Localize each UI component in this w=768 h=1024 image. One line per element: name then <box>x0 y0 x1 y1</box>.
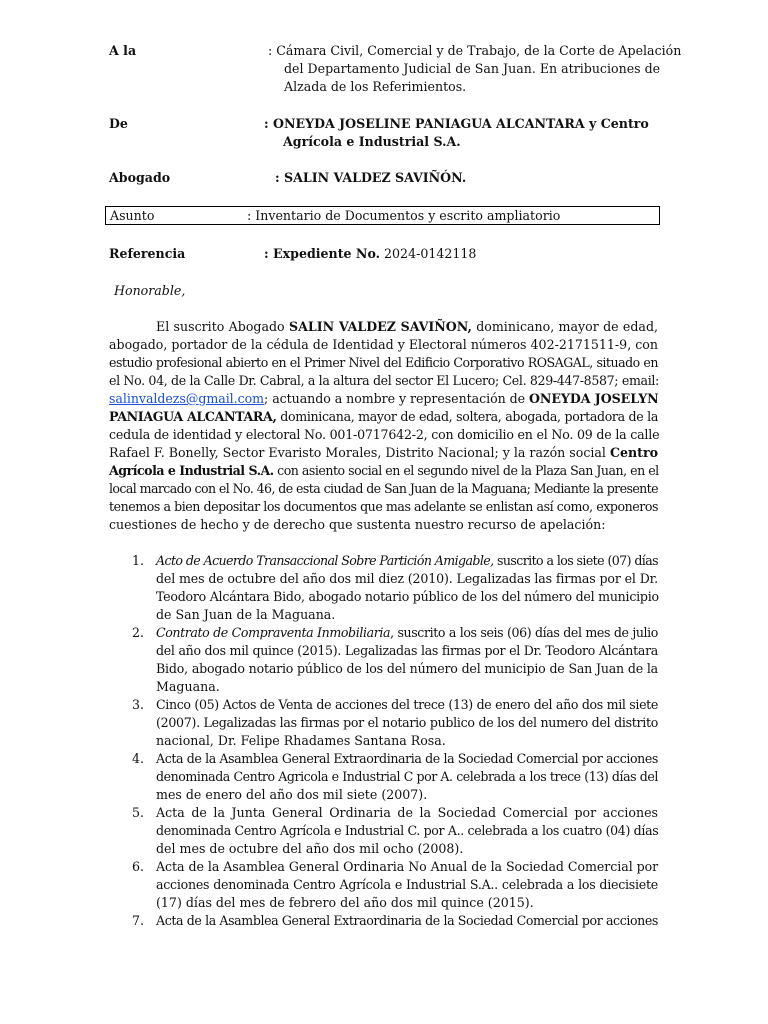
list-line: mes de enero del año dos mil siete (2007). <box>156 787 428 802</box>
list-line: Bido, abogado notario público de los del número del municipio de San Juan de la <box>156 661 658 676</box>
body-line: cuestiones de hecho y de derecho que sustenta nuestro recurso de apelación: <box>109 517 606 532</box>
list-number: 4. <box>132 751 145 766</box>
list-item <box>109 804 658 858</box>
de-value <box>264 115 649 151</box>
body-line: abogado, portador de la cédula de Identidad y Electoral números 402-2171511-9, con <box>109 337 658 352</box>
list-line: del mes de octubre del año dos mil ocho (2008). <box>156 841 464 856</box>
list-line: denominada Centro Agrícola e Industrial C. por A.. celebrada a los cuatro (04) días <box>156 823 659 838</box>
body-line: PANIAGUA ALCANTARA, dominicana, mayor de edad, soltera, abogada, portadora de la <box>109 409 658 424</box>
list-item <box>109 750 658 804</box>
list-number: 1. <box>132 553 145 568</box>
a-la-line: del Departamento Judicial de San Juan. En atribuciones de <box>284 61 661 76</box>
a-la-line: Alzada de los Referimientos. <box>284 79 467 94</box>
list-line: Acta de la Junta General Ordinaria de la Sociedad Comercial por acciones <box>156 805 658 820</box>
list-line: nacional, Dr. Felipe Rhadames Santana Rosa. <box>156 733 446 748</box>
list-line: acciones denominada Centro Agrícola e Industrial S.A.. celebrada a los diecisiete <box>156 877 658 892</box>
list-line: Maguana. <box>156 679 220 694</box>
list-item <box>109 552 658 624</box>
asunto-label: Asunto <box>110 208 155 223</box>
body-line: estudio profesional abierto en el Primer Nivel del Edificio Corporativo ROSAGAL, situado en <box>109 355 658 370</box>
asunto-box <box>105 206 660 225</box>
list-line: denominada Centro Agricola e Industrial C por A. celebrada a los trece (13) días del <box>156 769 658 784</box>
body-line: tenemos a bien depositar los documentos que mas adelante se enlistan así como, exponeros <box>109 499 658 514</box>
a-la-label: A la <box>109 43 137 58</box>
abogado-value: : SALIN VALDEZ SAVIÑÓN. <box>275 170 467 185</box>
de-line: : ONEYDA JOSELINE PANIAGUA ALCANTARA y Centro <box>264 116 649 131</box>
referencia-value <box>264 245 476 263</box>
list-item <box>109 624 658 696</box>
list-line: Acta de la Asamblea General Ordinaria No Anual de la Sociedad Comercial por <box>156 859 659 874</box>
referencia-prefix: : Expediente No. <box>264 246 381 261</box>
list-item <box>109 696 658 750</box>
body-line: Agrícola e Industrial S.A. con asiento social en el segundo nivel de la Plaza San Juan, en el <box>109 463 659 478</box>
greeting: Honorable, <box>114 283 186 298</box>
body-line: cedula de identidad y electoral No. 001-0717642-2, con domicilio en el No. 09 de la calle <box>109 427 660 442</box>
body-line: local marcado con el No. 46, de esta ciudad de San Juan de la Maguana; Mediante la presente <box>109 481 658 496</box>
body-paragraph <box>109 318 658 534</box>
list-number: 5. <box>132 805 145 820</box>
list-line: de San Juan de la Maguana. <box>156 607 336 622</box>
body-line: el No. 04, de la Calle Dr. Cabral, a la altura del sector El Lucero; Cel. 829-447-8587; email: <box>109 373 659 388</box>
list-number: 7. <box>132 913 145 928</box>
de-label: De <box>109 116 128 131</box>
list-line: Teodoro Alcántara Bido, abogado notario público de los del número del municipio <box>156 589 659 604</box>
list-item <box>109 858 658 912</box>
list-line: Cinco (05) Actos de Venta de acciones del trece (13) de enero del año dos mil siete <box>156 697 658 712</box>
asunto-value: : Inventario de Documentos y escrito ampliatorio <box>247 208 561 223</box>
list-line: Contrato de Compraventa Inmobiliaria, suscrito a los seis (06) días del mes de julio <box>156 625 658 640</box>
list-line: (17) días del mes de febrero del año dos mil quince (2015). <box>156 895 534 910</box>
list-number: 3. <box>132 697 145 712</box>
list-line: Acta de la Asamblea General Extraordinaria de la Sociedad Comercial por acciones <box>156 913 658 928</box>
abogado-label: Abogado <box>109 170 171 185</box>
list-line: Acto de Acuerdo Transaccional Sobre Partición Amigable, suscrito a los siete (07) días <box>156 553 659 568</box>
list-item <box>109 912 658 930</box>
list-line: Acta de la Asamblea General Extraordinaria de la Sociedad Comercial por acciones <box>156 751 658 766</box>
a-la-line: : Cámara Civil, Comercial y de Trabajo, de la Corte de Apelación <box>268 43 682 58</box>
document-list <box>109 552 658 930</box>
list-line: del año dos mil quince (2015). Legalizadas las firmas por el Dr. Teodoro Alcántara <box>156 643 658 658</box>
body-line: salinvaldezs@gmail.com; actuando a nombre y representación de ONEYDA JOSELYN <box>109 391 659 406</box>
list-number: 6. <box>132 859 145 874</box>
email-link[interactable]: salinvaldezs@gmail.com <box>109 391 265 406</box>
list-number: 2. <box>132 625 145 640</box>
list-line: del mes de octubre del año dos mil diez (2010). Legalizadas las firmas por el Dr. <box>156 571 658 586</box>
body-line: Rafael F. Bonelly, Sector Evaristo Morales, Distrito Nacional; y la razón social Centro <box>109 445 659 460</box>
a-la-value <box>268 42 681 96</box>
body-line: El suscrito Abogado SALIN VALDEZ SAVIÑON, dominicano, mayor de edad, <box>156 319 659 334</box>
de-line: Agrícola e Industrial S.A. <box>283 134 461 149</box>
referencia-label: Referencia <box>109 246 186 261</box>
expediente-number: 2024-0142118 <box>384 246 477 261</box>
list-line: (2007). Legalizadas las firmas por el notario publico de los del numero del distrito <box>156 715 658 730</box>
